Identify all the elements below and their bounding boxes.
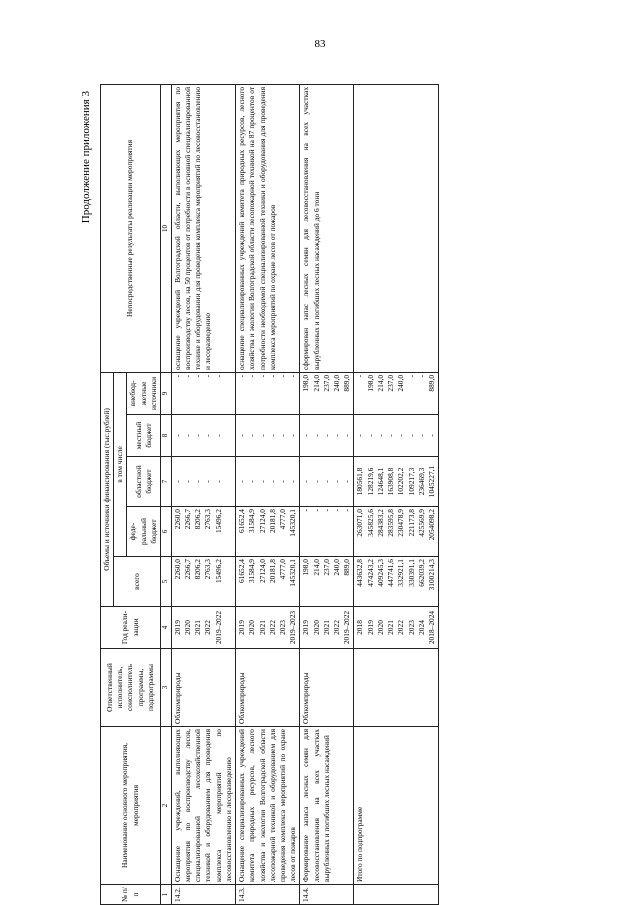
value-line: 4777,0 [277, 559, 287, 580]
value-line: 332921,1 [396, 559, 406, 587]
value-line: 409245,3 [375, 559, 385, 587]
value-line: - [396, 434, 406, 437]
col-num: 6 [161, 507, 172, 557]
value-line: 443632,8 [355, 559, 365, 587]
value-line: - [172, 480, 182, 483]
value-line: 4777,0 [277, 509, 287, 530]
total-values [236, 557, 300, 607]
value-line: 2023 [277, 620, 287, 635]
value-line: 128219,6 [365, 467, 375, 496]
value-line: - [342, 480, 352, 483]
value-line: - [277, 434, 287, 437]
value-line: - [267, 480, 277, 483]
value-line: - [247, 480, 257, 483]
header-local: местный бюджет [127, 415, 161, 457]
value-line: 2019 [301, 620, 311, 635]
measure-name: Итого по подпрограмме [354, 727, 439, 885]
federal-values [171, 507, 235, 557]
value-line: - [427, 434, 436, 437]
value-line: - [193, 480, 203, 483]
value-line: - [288, 374, 298, 378]
result-text: оснащение учреждений Волгоградской области, выполняющих мероприятия по воспроизводству лесов, на 50 процентов от потребности в основной специализированной технике и оборудовании для проведения комплекса мероприятий по лесовосстановлению и лесоразведению [171, 84, 235, 372]
value-line: 263071,0 [355, 509, 365, 537]
extrabudget-values [171, 372, 235, 414]
value-line: 8206,2 [193, 509, 203, 530]
value-line: 240,0 [332, 559, 342, 576]
value-line: 240,0 [396, 374, 406, 392]
value-line: 8206,2 [193, 559, 203, 580]
value-line: - [406, 434, 416, 437]
value-line: 102202,2 [396, 467, 406, 496]
value-line: 237,0 [386, 374, 396, 392]
value-line: 236469,3 [416, 467, 426, 496]
value-line: - [342, 434, 352, 437]
value-line: 27124,0 [257, 559, 267, 584]
value-line: - [342, 509, 352, 512]
federal-values [236, 507, 300, 557]
local-values [354, 415, 439, 457]
value-line: 2022 [332, 620, 342, 635]
value-line: 2266,7 [182, 509, 192, 530]
value-line: - [301, 509, 311, 512]
value-line: - [277, 374, 287, 378]
value-line: 2020 [311, 620, 321, 635]
value-line: 2763,3 [203, 509, 213, 530]
value-line: 2018 [355, 620, 365, 635]
value-line: 163908,8 [386, 467, 396, 496]
value-line: - [355, 374, 365, 378]
value-line: 2021 [257, 620, 267, 635]
value-line: - [247, 374, 257, 378]
measure-name: Формирование запаса лесных семян для лесовосстановления на всех участках вырубленных и погибших лесных насаждений [300, 727, 354, 885]
value-line: 145320,1 [288, 559, 298, 587]
value-line: 214,0 [375, 374, 385, 392]
value-line: 20181,8 [267, 559, 277, 584]
regional-values [236, 457, 300, 507]
row-number: 14.4. [300, 885, 354, 905]
value-line: - [416, 374, 426, 378]
value-line: - [182, 374, 192, 378]
federal-values [300, 507, 354, 557]
value-line: - [257, 480, 267, 483]
measure-name: Оснащение учреждений, выполняющих мероприятия по воспроизводству лесов, специализированной лесохозяйственной техникой и оборудованием для проведения комплекса мероприятий по лесовосстановлению и лесоразведению [171, 727, 235, 885]
value-line: - [332, 509, 342, 512]
value-line: 283595,8 [386, 509, 396, 537]
value-line: 2054098,2 [427, 509, 436, 541]
table-row [300, 84, 354, 904]
value-line: - [288, 480, 298, 483]
value-line: - [203, 374, 213, 378]
value-line: - [172, 374, 182, 378]
value-line: 2021 [193, 620, 203, 635]
measure-name: Оснащение специализированных учреждений комитета природных ресурсов, лесного хозяйства и экологии Волгоградской области лесопожарной техникой и оборудованием для проведения комплекса мероприятий по охране лесов от пожаров [236, 727, 300, 885]
value-line: 2020 [247, 620, 257, 635]
value-line: - [237, 374, 247, 378]
value-line: 198,0 [365, 374, 375, 392]
local-values [300, 415, 354, 457]
year-values [236, 607, 300, 649]
value-line: 3100214,3 [427, 559, 436, 591]
value-line: 198,0 [301, 559, 311, 576]
value-line: - [193, 434, 203, 437]
header-year: Год реали- зации [101, 607, 161, 649]
value-line: - [288, 434, 298, 437]
col-num: 10 [161, 84, 172, 372]
value-line: 2021 [386, 620, 396, 635]
header-name: Наименование основного мероприятия, мероприятия [101, 727, 161, 885]
row-number: 14.3. [236, 885, 300, 905]
header-regional: областной бюджет [127, 457, 161, 507]
regional-values [171, 457, 235, 507]
value-line: 109217,3 [406, 467, 416, 496]
value-line: - [203, 480, 213, 483]
value-line: 889,0 [342, 559, 352, 576]
value-line: 2763,3 [203, 559, 213, 580]
value-line: - [321, 434, 331, 437]
value-line: - [365, 434, 375, 437]
value-line: 2023 [406, 620, 416, 635]
value-line: 2266,7 [182, 559, 192, 580]
value-line: 330391,1 [406, 559, 416, 587]
value-line: 1045227,1 [427, 465, 436, 498]
regional-values [300, 457, 354, 507]
value-line: - [182, 480, 192, 483]
value-line: - [213, 434, 223, 437]
col-num: 1 [161, 885, 172, 905]
value-line: 425569,9 [416, 509, 426, 537]
value-line: 15496,2 [213, 559, 223, 584]
extrabudget-values [300, 372, 354, 414]
responsible: Облкомприроды [171, 649, 235, 727]
value-line: - [182, 434, 192, 437]
value-line: 2020 [375, 620, 385, 635]
col-num: 9 [161, 372, 172, 414]
value-line: 15496,2 [213, 509, 223, 534]
value-line: 198,0 [301, 374, 311, 392]
value-line: 2260,0 [172, 559, 182, 580]
value-line: 61652,4 [237, 559, 247, 584]
responsible: Облкомприроды [300, 649, 354, 727]
value-line: 889,0 [342, 374, 352, 392]
value-line: 214,0 [311, 559, 321, 576]
header-funding: Объемы и источники финансирования (тыс.рублей) [101, 372, 114, 606]
year-values [300, 607, 354, 649]
extrabudget-values [354, 372, 439, 414]
value-line: - [311, 434, 321, 437]
value-line: 2019–2022 [342, 610, 352, 645]
value-line: 889,0 [427, 374, 436, 392]
value-line: 345825,6 [365, 509, 375, 537]
result-text: сформирован запас лесных семян для лесовосстановления на всех участках вырубленных и погибших лесных насаждений до 6 тонн [300, 84, 354, 372]
value-line: 221173,8 [406, 509, 416, 537]
extrabudget-values [236, 372, 300, 414]
value-line: - [193, 374, 203, 378]
value-line: 124648,1 [375, 467, 385, 496]
total-values [300, 557, 354, 607]
value-line: - [203, 434, 213, 437]
col-num: 5 [161, 557, 172, 607]
value-line: 2019 [172, 620, 182, 635]
table-row [354, 84, 439, 904]
header-total: всего [114, 557, 161, 607]
value-line: - [355, 434, 365, 437]
value-line: 2024 [416, 620, 426, 635]
value-line: - [386, 434, 396, 437]
value-line: 237,0 [321, 559, 331, 576]
value-line: - [375, 434, 385, 437]
col-num: 3 [161, 649, 172, 727]
value-line: 240,0 [332, 374, 342, 392]
federal-values [354, 507, 439, 557]
value-line: 20181,8 [267, 509, 277, 534]
col-num: 7 [161, 457, 172, 507]
value-line: - [257, 374, 267, 378]
value-line: - [172, 434, 182, 437]
local-values [236, 415, 300, 457]
value-line: - [311, 480, 321, 483]
value-line: 2020 [182, 620, 192, 635]
value-line: - [213, 480, 223, 483]
rotated-sheet [80, 85, 620, 905]
value-line: 2019 [365, 620, 375, 635]
header-result: Непосредственные результаты реализации мероприятия [101, 84, 161, 372]
value-line: 662039,2 [416, 559, 426, 587]
row-number [354, 885, 439, 905]
total-values [171, 557, 235, 607]
value-line: 31584,9 [247, 559, 257, 584]
value-line: 214,0 [311, 374, 321, 392]
value-line: 2022 [267, 620, 277, 635]
value-line: 145320,1 [288, 509, 298, 537]
year-values [171, 607, 235, 649]
value-line: - [416, 434, 426, 437]
value-line: 230478,9 [396, 509, 406, 537]
value-line: 2022 [203, 620, 213, 635]
value-line: - [213, 374, 223, 378]
value-line: 2260,0 [172, 509, 182, 530]
col-num: 8 [161, 415, 172, 457]
regional-values [354, 457, 439, 507]
value-line: 2019–2022 [213, 610, 223, 645]
value-line: - [332, 434, 342, 437]
value-line: 2019–2023 [288, 610, 298, 645]
value-line: - [301, 480, 311, 483]
table-row [236, 84, 300, 904]
value-line: 2018–2024 [427, 610, 436, 645]
value-line: - [267, 374, 277, 378]
responsible: Облкомприроды [236, 649, 300, 727]
col-num: 2 [161, 727, 172, 885]
value-line: 180561,8 [355, 467, 365, 496]
continuation-label: Продолжение приложения 3 [80, 91, 92, 224]
value-line: 2021 [321, 620, 331, 635]
value-line: 2022 [396, 620, 406, 635]
value-line: 447741,6 [386, 559, 396, 587]
value-line: - [277, 480, 287, 483]
result-text: оснащение специализированных учреждений комитета природных ресурсов, лесного хозяйства и экологии Волгоградской области лесопожарной техникой на 87 процентов от потребности необходимой специализированной техники и оборудования для проведения комплекса мероприятий по охране лесов от пожаров [236, 84, 300, 372]
value-line: - [247, 434, 257, 437]
value-line: - [267, 434, 277, 437]
header-no: № п/п [101, 885, 161, 905]
value-line: - [332, 480, 342, 483]
value-line: 27124,0 [257, 509, 267, 534]
value-line: - [321, 480, 331, 483]
header-extrabudget: внебюд- жетные источники [127, 372, 161, 414]
page-number: 83 [314, 38, 326, 50]
local-values [171, 415, 235, 457]
value-line: - [257, 434, 267, 437]
value-line: - [237, 434, 247, 437]
value-line: 284383,2 [375, 509, 385, 537]
col-num: 4 [161, 607, 172, 649]
year-values [354, 607, 439, 649]
header-including: в том числе [114, 372, 127, 556]
row-number: 14.2. [171, 885, 235, 905]
value-line: - [237, 480, 247, 483]
value-line: - [301, 434, 311, 437]
value-line: 31584,9 [247, 509, 257, 534]
value-line: 237,0 [321, 374, 331, 392]
responsible [354, 649, 439, 727]
table-row [171, 84, 235, 904]
value-line: 474243,2 [365, 559, 375, 587]
header-federal: феде- ральный бюджет [127, 507, 161, 557]
total-values [354, 557, 439, 607]
value-line: 2019 [237, 620, 247, 635]
header-responsible: Ответственный исполнитель, соисполнитель программы, подпрограммы [101, 649, 161, 727]
result-text [354, 84, 439, 372]
value-line: 61652,4 [237, 509, 247, 534]
value-line: - [321, 509, 331, 512]
value-line: - [311, 509, 321, 512]
budget-table [100, 84, 439, 905]
value-line: - [406, 374, 416, 378]
